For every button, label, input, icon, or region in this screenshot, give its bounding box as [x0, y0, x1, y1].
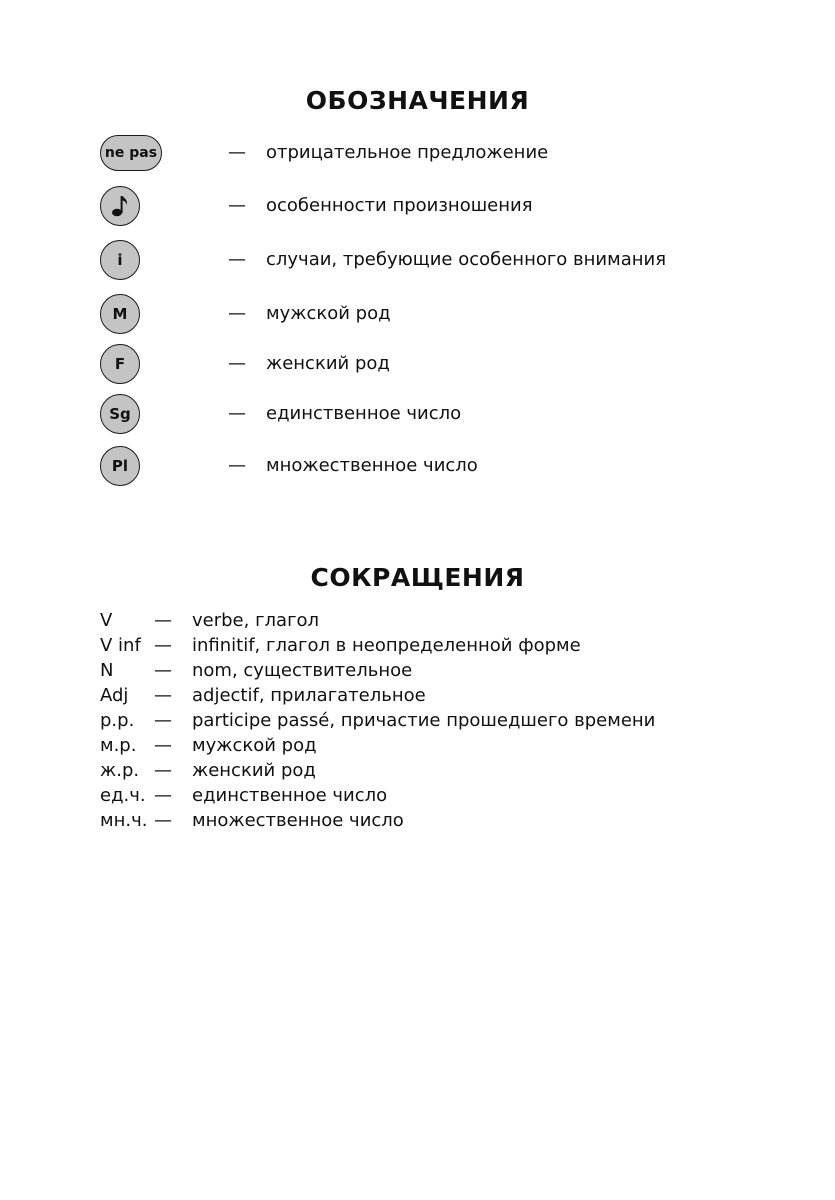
- legend-description: мужской род: [266, 303, 391, 324]
- legend-description: множественное число: [266, 455, 478, 476]
- abbreviation-dash: —: [154, 610, 172, 631]
- legend-dash: —: [228, 142, 246, 163]
- legend-dash: —: [228, 403, 246, 424]
- legend-row-masculine: [0, 294, 835, 336]
- list-item: [100, 758, 800, 783]
- abbreviation: Adj: [100, 685, 129, 706]
- legend-description: женский род: [266, 353, 390, 374]
- abbreviation-dash: —: [154, 785, 172, 806]
- list-item: [100, 683, 800, 708]
- list-item: [100, 633, 800, 658]
- music-note-icon: [111, 194, 129, 218]
- abbreviation: N: [100, 660, 114, 681]
- legend-dash: —: [228, 249, 246, 270]
- abbreviation-definition: мужской род: [192, 735, 317, 756]
- abbreviation-dash: —: [154, 660, 172, 681]
- legend-dash: —: [228, 455, 246, 476]
- abbreviation-definition: nom, существительное: [192, 660, 413, 681]
- legend-dash: —: [228, 353, 246, 374]
- abbreviation-definition: женский род: [192, 760, 316, 781]
- legend-row-attention: [0, 240, 835, 282]
- legend-row-singular: [0, 394, 835, 436]
- abbreviation-dash: —: [154, 685, 172, 706]
- singular-badge: Sg: [100, 394, 140, 434]
- legend-description: единственное число: [266, 403, 462, 424]
- legend-title: ОБОЗНАЧЕНИЯ: [305, 86, 530, 115]
- legend-row-negation: [0, 133, 835, 175]
- masculine-badge: M: [100, 294, 140, 334]
- pronunciation-badge: [100, 186, 140, 226]
- attention-badge: i: [100, 240, 140, 280]
- legend-row-feminine: [0, 344, 835, 386]
- list-item: [100, 708, 800, 733]
- legend-description: особенности произношения: [266, 195, 533, 216]
- list-item: [100, 608, 800, 633]
- legend-description: отрицательное предложение: [266, 142, 549, 163]
- abbreviation-definition: verbe, глагол: [192, 610, 320, 631]
- abbreviation-dash: —: [154, 735, 172, 756]
- legend-row-pronunciation: [0, 186, 835, 228]
- abbreviation-definition: множественное число: [192, 810, 404, 831]
- abbreviation-definition: adjectif, прилагательное: [192, 685, 426, 706]
- legend-description: случаи, требующие особенного внимания: [266, 249, 667, 270]
- negation-badge: ne pas: [100, 135, 162, 171]
- abbreviation-definition: participe passé, причастие прошедшего времени: [192, 710, 656, 731]
- abbreviation-dash: —: [154, 810, 172, 831]
- abbreviation-definition: единственное число: [192, 785, 388, 806]
- plural-badge: Pl: [100, 446, 140, 486]
- list-item: [100, 733, 800, 758]
- feminine-badge: F: [100, 344, 140, 384]
- list-item: [100, 783, 800, 808]
- abbreviations-list: [100, 608, 800, 833]
- abbreviation-dash: —: [154, 635, 172, 656]
- legend-row-plural: [0, 446, 835, 488]
- abbreviation: V: [100, 610, 113, 631]
- abbreviation: ж.р.: [100, 760, 140, 781]
- list-item: [100, 808, 800, 833]
- legend-dash: —: [228, 195, 246, 216]
- legend-dash: —: [228, 303, 246, 324]
- abbreviations-title: СОКРАЩЕНИЯ: [310, 563, 525, 592]
- abbreviation-definition: infinitif, глагол в неопределенной форме: [192, 635, 581, 656]
- abbreviation: V inf: [100, 635, 141, 656]
- abbreviation: ед.ч.: [100, 785, 146, 806]
- list-item: [100, 658, 800, 683]
- abbreviation: мн.ч.: [100, 810, 148, 831]
- abbreviation-dash: —: [154, 760, 172, 781]
- abbreviation: м.р.: [100, 735, 137, 756]
- abbreviation-dash: —: [154, 710, 172, 731]
- abbreviation: p.p.: [100, 710, 135, 731]
